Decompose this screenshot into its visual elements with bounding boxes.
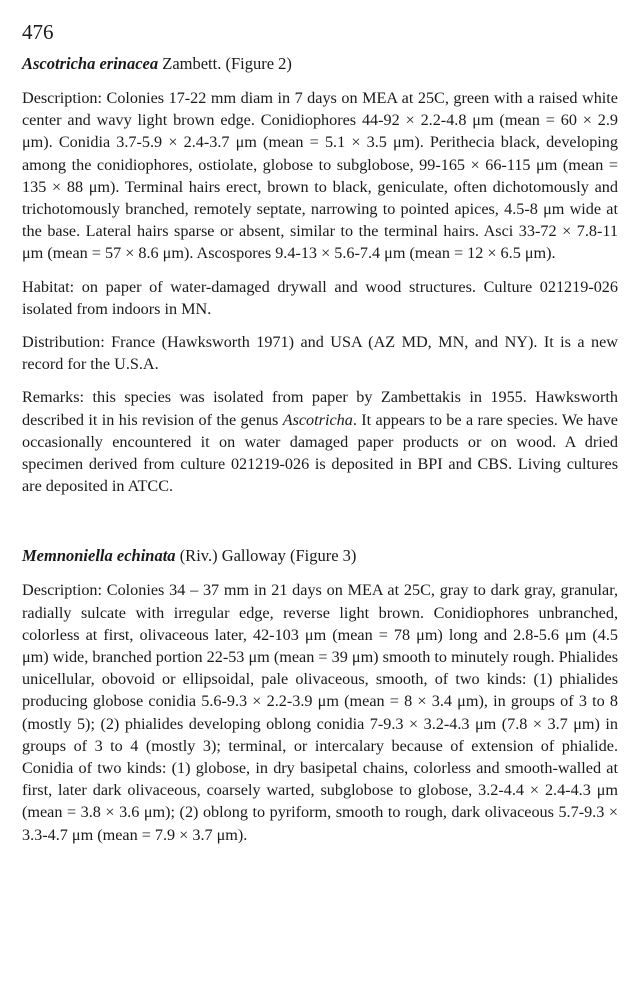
remarks-genus: Ascotricha [282,410,353,429]
species-section-memnoniella [22,544,618,845]
remarks-text-end: . It appears to be a rare species. We have occasionally encountered it on water damaged paper products or on wood. A dried specimen derived from culture 021219-026 is deposited in BPI and CBS. Living cultures are deposited in ATCC. [22,410,618,496]
distribution-paragraph: Distribution: France (Hawksworth 1971) and USA (AZ MD, MN, and NY). It is a new record for the U.S.A. [22,333,618,374]
species-section-ascotricha [22,52,618,497]
remarks-paragraph [22,386,618,497]
page-number: 476 [22,20,54,44]
habitat-paragraph: Habitat: on paper of water-damaged drywall and wood structures. Culture 021219-026 isolated from indoors in MN. [22,277,618,318]
species-authority: Zambett. (Figure 2) [158,54,292,73]
page [22,18,618,857]
section-spacer [22,508,618,544]
species-name: Memnoniella echinata [22,546,176,566]
species-authority: (Riv.) Galloway (Figure 3) [175,546,357,566]
description-paragraph: Description: Colonies 17-22 mm diam in 7 days on MEA at 25C, green with a raised white center and wavy light brown edge. Conidiophores 44-92 × 2.2-4.8 μm (mean = 60 × 2.9 μm). Conidia 3.7-5.9 × 2.4-3.7 μm (mean = 5.1 × 3.5 μm). Perithecia black, developing among the conidiophores, ostiolate, globose to subglobose, 99-165 × 66-115 μm (mean = 135 × 88 μm). Terminal hairs erect, brown to black, geniculate, often dichotomously and trichotomously branched, remotely septate, narrowing to pointed apices, 4.5-8 μm wide at the base. Lateral hairs sparse or absent, similar to the terminal hairs. Asci 33-72 × 7.8-11 μm (mean = 57 × 8.6 μm). Ascospores 9.4-13 × 5.6-7.4 μm (mean = 12 × 6.5 μm). [22,89,618,263]
species-heading [22,52,618,75]
species-heading [22,544,618,567]
remarks-text-start: Remarks: this species was isolated from paper by Zambettakis in 1955. Hawksworth described it in his revision of the genus [22,388,618,429]
species-name: Ascotricha erinacea [22,54,159,73]
description-paragraph: Description: Colonies 34 – 37 mm in 21 days on MEA at 25C, gray to dark gray, granular, radially sulcate with irregular edge, reverse light brown. Conidiophores unbranched, colorless at first, olivaceous later, 42-103 μm (mean = 78 μm) long and 2.8-5.6 μm (4.5 μm) wide, branched portion 22-53 μm (mean = 39 μm) smooth to minutely rough. Phialides unicellular, obovoid or ellipsoidal, pale olivaceous, smooth, of two kinds: (1) phialides producing globose conidia 5.6-9.3 × 2.2-3.9 μm (mean = 8 × 3.4 μm), in groups of 3 to 8 (mostly 5); (2) phialides developing oblong conidia 7-9.3 × 3.2-4.3 μm (7.8 × 3.7 μm) in groups of 3 to 4 (mostly 3); terminal, or intercalary because of extension of phialide. Conidia of two kinds: (1) globose, in dry basipetal chains, colorless and smooth-walled at first, later dark olivaceous, coarsely warted, subglobose to globose, 3.2-4.4 × 2.4-4.3 μm (mean = 3.8 × 3.6 μm); (2) oblong to pyriform, smooth to rough, dark olivaceous 5.7-9.3 × 3.3-4.7 μm (mean = 7.9 × 3.7 μm). [22,581,618,844]
